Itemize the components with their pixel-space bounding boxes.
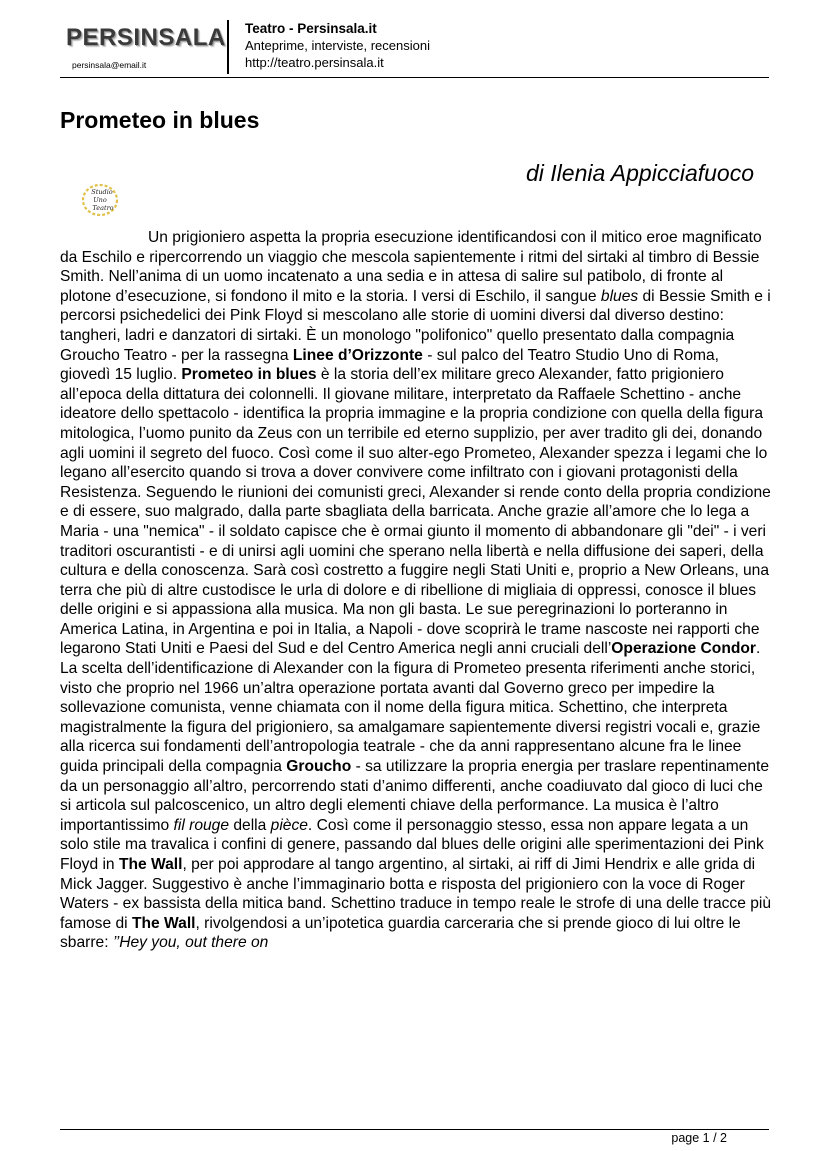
text-segment: . La scelta dell’identificazione di Alexander con la figura di Prometeo presenta riferimenti anche storici, visto che proprio nel 1966 un’altra operazione portata avanti dal Governo greco per impedire la sollevazione comunista, venne chiamata con il nome della figura mitica. Schettino, che interpreta magistralmente la figura del prigioniero, sa amalgamare sapientemente diversi registri vocali e, grazie alla ricerca sui fondamenti dell’antropologia teatrale - che da anni rappresentano alcune fra le linee guida principali della compagnia [60, 640, 761, 776]
bold-text: Operazione Condor [611, 640, 756, 658]
text-segment: è la storia dell’ex militare greco Alexander, fatto prigioniero all’epoca della dittatura dei colonnelli. Il giovane militare, interpretato da Raffaele Schettino - anche ideatore dello spettacolo - identifica la propria immagine e la propria condizione con quella della figura mitologica, l’uomo punito da Zeus con un terribile ed eterno supplizio, per aver tradito gli dei, donando agli uomini il segreto del fuoco. Così come il suo alter-ego Prometeo, Alexander spezza i legami che lo legano all’esercito quando si trova a dover convivere come infiltrato con i giovani protagonisti della Resistenza. Seguendo le riunioni dei comunisti greci, Alexander si rende conto della propria condizione e di essere, suo malgrado, dalla parte sbagliata della barricata. Anche grazie all’amore che lo lega a Maria - una "nemica" - il soldato capisce che è ormai giunto il momento di abbandonare gli "dei" - i veri traditori oscurantisti - e di unirsi agli uomini che sperano nella libertà e nella diffusione dei saperi, della cultura e della conoscenza. Sarà così costretto a fuggire negli Stati Uniti e, proprio a New Orleans, una terra che più di altre custodisce le urla di dolore e di ribellione di migliaia di oppressi, conosce il blues delle origini e si appassiona alla musica. Ma non gli basta. Le sue peregrinazioni lo porteranno in America Latina, in Argentina e poi in Italia, a Napoli - dove scoprirà le trame nascoste nei rapporti che legarono Stati Uniti e Paesi del Sud e del Centro America negli anni cruciali dell’ [60, 366, 771, 658]
text-segment: di Bessie Smith e i percorsi psichedelici dei Pink Floyd si mescolano alle storie di uomini diversi dal diverso destino: tangheri, ladri e danzatori di sirtaki. È un monologo "polifonico" quello presentato dalla compagnia Groucho Teatro - per la rassegna [60, 287, 771, 364]
page-number: page 1 / 2 [671, 1131, 727, 1145]
italic-text: ’’Hey you, out there on [112, 934, 269, 952]
text-segment: . Così come il personaggio stesso, essa non appare legata a un solo stile ma travalica i confini di genere, passando dal blues delle origini alle sperimentazioni dei Pink Floyd in [60, 816, 764, 873]
italic-text: blues [600, 287, 639, 305]
text-segment: - sul palco del Teatro Studio Uno di Roma, giovedì 15 luglio. [60, 346, 720, 384]
badge-line-3: Teatro [92, 204, 114, 212]
text-segment: Un prigioniero aspetta la propria esecuzione identificandosi con il mitico eroe magnificato da Eschilo e ripercorrendo un viaggio che mescola sapientemente i ritmi del sirtaki al timbro di Bessie Smith. Nell’anima di un uomo incatenato a una sedia e in attesa di salire sul patibolo, di fronte al plotone d’esecuzione, si fondono il mito e la storia. I versi di Eschilo, il sangue [60, 229, 762, 305]
site-info [245, 20, 430, 71]
article-title: Prometeo in blues [60, 107, 260, 133]
bold-text: Linee d’Orizzonte [292, 346, 423, 364]
badge-line-1: Studio [91, 188, 113, 196]
footer-rule [60, 1129, 769, 1130]
site-title: Teatro - Persinsala.it [245, 21, 377, 36]
text-segment: della [229, 816, 271, 834]
header-rule [60, 77, 769, 78]
bold-text: The Wall [118, 856, 183, 873]
header-divider [227, 20, 229, 74]
italic-text: pièce [270, 816, 308, 834]
article-author: di Ilenia Appicciafuoco [525, 160, 754, 186]
bold-text: Groucho [286, 758, 352, 776]
bold-text: Prometeo in blues [181, 366, 317, 384]
badge-line-2: Uno [93, 196, 107, 204]
text-segment: , rivolgendosi a un’ipotetica guardia carceraria che si prende gioco di lui oltre le sbarre: [60, 914, 741, 952]
bold-text: The Wall [131, 914, 196, 932]
site-tagline: Anteprime, interviste, recensioni [245, 38, 430, 53]
site-url[interactable]: http://teatro.persinsala.it [245, 55, 384, 70]
article-body [60, 228, 772, 953]
logo-wordmark: PERSINSALA [66, 24, 226, 51]
page-header [60, 18, 769, 78]
studio-uno-teatro-logo [79, 182, 123, 218]
text-segment: , per poi approdare al tango argentino, al sirtaki, ai riff di Jimi Hendrix e alle grida di Mick Jagger. Suggestivo è anche l’immaginario botta e risposta del prigioniero con la voce di Roger Waters - ex bassista della mitica band. Schettino traduce in tempo reale le strofe di una delle tracce più famose di [60, 856, 772, 932]
text-segment: - sa utilizzare la propria energia per traslare repentinamente da un personaggio all’altro, percorrendo stati d’animo differenti, anche coadiuvato dal gioco di luci che si articola sul palcoscenico, un altro degli elementi chiave della performance. La musica è l’altro importantissimo [60, 758, 770, 834]
site-logo[interactable] [66, 24, 226, 74]
italic-text: fil rouge [173, 816, 230, 834]
logo-email: persinsala@email.it [72, 60, 147, 70]
